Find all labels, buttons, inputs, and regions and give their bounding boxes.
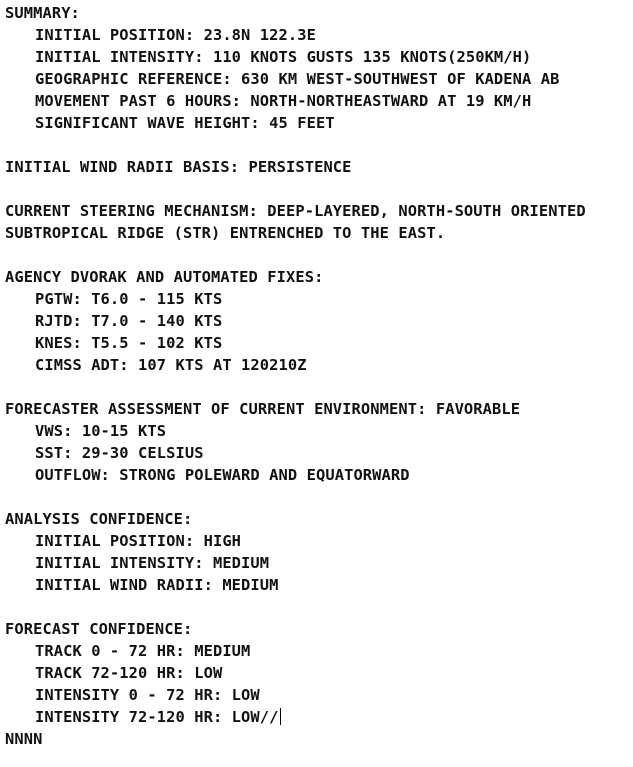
blank-line [5,596,629,618]
forecast-confidence-heading: FORECAST CONFIDENCE: [5,620,193,638]
summary-heading: SUMMARY: [5,4,80,22]
dvorak-fix-rjtd: RJTD: T7.0 - 140 KTS [35,312,223,330]
dvorak-fix-pgtw: PGTW: T6.0 - 115 KTS [35,290,223,308]
analysis-confidence-intensity: INITIAL INTENSITY: MEDIUM [35,554,270,572]
environment-vws: VWS: 10-15 KTS [35,422,167,440]
analysis-confidence-wind-radii: INITIAL WIND RADII: MEDIUM [35,576,279,594]
steering-line-1: CURRENT STEERING MECHANISM: DEEP-LAYERED, NORTH-SOUTH ORIENTED [5,202,586,220]
forecast-confidence-track-0-72: TRACK 0 - 72 HR: MEDIUM [35,642,251,660]
blank-line [5,486,629,508]
forecast-confidence-intensity-72-120: INTENSITY 72-120 HR: LOW// [35,708,279,726]
end-marker: NNNN [5,730,43,748]
environment-heading: FORECASTER ASSESSMENT OF CURRENT ENVIRONMENT: FAVORABLE [5,400,521,418]
blank-line [5,376,629,398]
wave-height-line: SIGNIFICANT WAVE HEIGHT: 45 FEET [35,114,335,132]
steering-line-2: SUBTROPICAL RIDGE (STR) ENTRENCHED TO THE EAST. [5,224,446,242]
bulletin-document [5,2,629,750]
blank-line [5,244,629,266]
movement-line: MOVEMENT PAST 6 HOURS: NORTH-NORTHEASTWARD AT 19 KM/H [35,92,532,110]
forecast-confidence-intensity-0-72: INTENSITY 0 - 72 HR: LOW [35,686,260,704]
wind-radii-basis-line: INITIAL WIND RADII BASIS: PERSISTENCE [5,158,352,176]
analysis-confidence-position: INITIAL POSITION: HIGH [35,532,242,550]
initial-intensity-line: INITIAL INTENSITY: 110 KNOTS GUSTS 135 KNOTS(250KM/H) [35,48,532,66]
forecast-confidence-intensity-72-120-line [5,706,629,728]
dvorak-fix-knes: KNES: T5.5 - 102 KTS [35,334,223,352]
blank-line [5,178,629,200]
geographic-reference-line: GEOGRAPHIC REFERENCE: 630 KM WEST-SOUTHWEST OF KADENA AB [35,70,560,88]
forecast-confidence-track-72-120: TRACK 72-120 HR: LOW [35,664,223,682]
initial-position-line: INITIAL POSITION: 23.8N 122.3E [35,26,316,44]
text-cursor [280,708,281,725]
blank-line [5,134,629,156]
environment-outflow: OUTFLOW: STRONG POLEWARD AND EQUATORWARD [35,466,410,484]
dvorak-heading: AGENCY DVORAK AND AUTOMATED FIXES: [5,268,324,286]
analysis-confidence-heading: ANALYSIS CONFIDENCE: [5,510,193,528]
environment-sst: SST: 29-30 CELSIUS [35,444,204,462]
dvorak-fix-cimss-adt: CIMSS ADT: 107 KTS AT 120210Z [35,356,307,374]
